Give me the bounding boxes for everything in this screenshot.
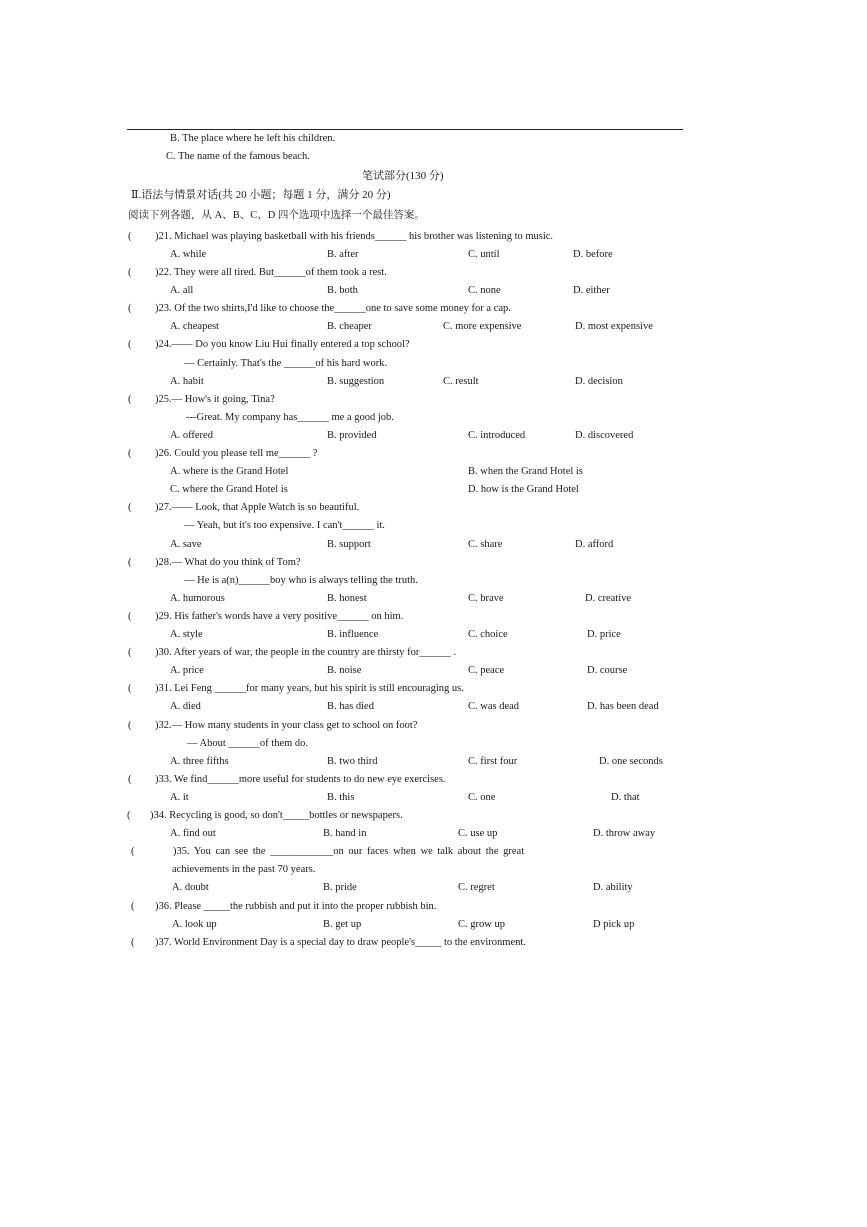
dialogue-reply: ---Great. My company has______ me a good job. bbox=[186, 412, 394, 423]
option-c: C. one bbox=[468, 792, 496, 803]
question-stem: )37. World Environment Day is a special day to draw people's_____ to the environment. bbox=[155, 937, 526, 948]
option-a: A. cheapest bbox=[170, 321, 219, 332]
answer-paren: ( bbox=[128, 683, 132, 694]
option-c: C. choice bbox=[468, 629, 508, 640]
option-d: D. one seconds bbox=[599, 756, 663, 767]
option-c: C. grow up bbox=[458, 919, 505, 930]
answer-paren: ( bbox=[128, 339, 132, 350]
prev-option-c: C. The name of the famous beach. bbox=[166, 151, 310, 162]
answer-paren: ( bbox=[128, 774, 132, 785]
option-b: B. this bbox=[327, 792, 355, 803]
option-d: D. price bbox=[587, 629, 621, 640]
option-b: B. pride bbox=[323, 882, 357, 893]
option-d: D. decision bbox=[575, 376, 623, 387]
option-a: A. died bbox=[170, 701, 201, 712]
option-b: B. hand in bbox=[323, 828, 367, 839]
answer-paren: ( bbox=[128, 720, 132, 731]
answer-paren: ( bbox=[131, 937, 135, 948]
answer-paren: ( bbox=[128, 448, 132, 459]
option-a: A. where is the Grand Hotel bbox=[170, 466, 289, 477]
header-rule bbox=[127, 129, 683, 130]
option-b: B. has died bbox=[327, 701, 374, 712]
question-stem: )34. Recycling is good, so don't_____bottles or newspapers. bbox=[150, 810, 403, 821]
question-stem: )30. After years of war, the people in the country are thirsty for______ . bbox=[155, 647, 457, 658]
option-d: D. before bbox=[573, 249, 613, 260]
option-c: C. more expensive bbox=[443, 321, 522, 332]
option-c: C. share bbox=[468, 539, 503, 550]
option-a: A. three fifths bbox=[170, 756, 229, 767]
dialogue-reply: — Certainly. That's the ______of his hard work. bbox=[184, 358, 388, 369]
option-a: A. all bbox=[170, 285, 194, 296]
option-b: B. noise bbox=[327, 665, 362, 676]
option-d: D. discovered bbox=[575, 430, 634, 441]
option-b: B. honest bbox=[327, 593, 367, 604]
question-stem: )28.— What do you think of Tom? bbox=[155, 557, 301, 568]
answer-paren: ( bbox=[128, 611, 132, 622]
option-a: A. it bbox=[170, 792, 189, 803]
answer-paren: ( bbox=[131, 846, 135, 857]
question-stem: )32.— How many students in your class get to school on foot? bbox=[155, 720, 418, 731]
option-c: C. introduced bbox=[468, 430, 526, 441]
option-d: D. creative bbox=[585, 593, 632, 604]
answer-paren: ( bbox=[128, 303, 132, 314]
question-stem: )29. His father's words have a very positive______ on him. bbox=[155, 611, 404, 622]
option-d: D. afford bbox=[575, 539, 614, 550]
option-d: D. how is the Grand Hotel bbox=[468, 484, 579, 495]
option-a: A. find out bbox=[170, 828, 216, 839]
option-a: A. look up bbox=[172, 919, 217, 930]
answer-paren: ( bbox=[128, 557, 132, 568]
option-d: D. that bbox=[611, 792, 640, 803]
option-a: A. price bbox=[170, 665, 204, 676]
dialogue-reply: — He is a(n)______boy who is always telling the truth. bbox=[184, 575, 418, 586]
option-d: D pick up bbox=[593, 919, 635, 930]
question-stem: )36. Please _____the rubbish and put it into the proper rubbish bin. bbox=[155, 901, 437, 912]
option-c: C. first four bbox=[468, 756, 518, 767]
option-c: C. use up bbox=[458, 828, 498, 839]
option-c: C. result bbox=[443, 376, 479, 387]
option-b: B. support bbox=[327, 539, 371, 550]
question-stem: )26. Could you please tell me______ ? bbox=[155, 448, 318, 459]
option-b: B. after bbox=[327, 249, 359, 260]
part-heading: Ⅱ.语法与情景对话(共 20 小题；每题 1 分，满分 20 分) bbox=[131, 189, 391, 201]
option-a: A. while bbox=[170, 249, 207, 260]
option-d: D. ability bbox=[593, 882, 633, 893]
dialogue-reply: — About ______of them do. bbox=[187, 738, 309, 749]
option-c: C. regret bbox=[458, 882, 495, 893]
option-c: C. peace bbox=[468, 665, 505, 676]
option-b: B. suggestion bbox=[327, 376, 385, 387]
option-b: B. provided bbox=[327, 430, 377, 441]
option-b: B. when the Grand Hotel is bbox=[468, 466, 583, 477]
question-stem: )21. Michael was playing basketball with his friends______ his brother was listening to music. bbox=[155, 231, 554, 242]
option-d: D. most expensive bbox=[575, 321, 653, 332]
question-stem: )25.— How's it going, Tina? bbox=[155, 394, 275, 405]
option-d: D. either bbox=[573, 285, 610, 296]
question-stem: )31. Lei Feng ______for many years, but his spirit is still encouraging us. bbox=[155, 683, 464, 694]
dialogue-reply: — Yeah, but it's too expensive. I can't______ it. bbox=[184, 520, 385, 531]
question-stem: )33. We find______more useful for students to do new eye exercises. bbox=[155, 774, 446, 785]
section-title: 笔试部分(130 分) bbox=[362, 170, 444, 182]
option-a: A. style bbox=[170, 629, 203, 640]
answer-paren: ( bbox=[128, 267, 132, 278]
option-b: B. both bbox=[327, 285, 358, 296]
option-b: B. two third bbox=[327, 756, 378, 767]
question-stem: )23. Of the two shirts,I'd like to choose the______one to save some money for a cap. bbox=[155, 303, 511, 314]
option-c: C. where the Grand Hotel is bbox=[170, 484, 288, 495]
option-a: A. doubt bbox=[172, 882, 209, 893]
question-stem: )24.—— Do you know Liu Hui finally entered a top school? bbox=[155, 339, 410, 350]
option-a: A. offered bbox=[170, 430, 213, 441]
answer-paren: ( bbox=[128, 231, 132, 242]
question-stem-continued: achievements in the past 70 years. bbox=[172, 864, 316, 875]
answer-paren: ( bbox=[128, 394, 132, 405]
answer-paren: ( bbox=[128, 647, 132, 658]
option-c: C. none bbox=[468, 285, 501, 296]
option-a: A. humorous bbox=[170, 593, 225, 604]
option-a: A. habit bbox=[170, 376, 204, 387]
answer-paren: ( bbox=[131, 901, 135, 912]
option-b: B. cheaper bbox=[327, 321, 372, 332]
option-d: D. has been dead bbox=[587, 701, 659, 712]
option-a: A. save bbox=[170, 539, 202, 550]
option-b: B. influence bbox=[327, 629, 379, 640]
question-stem: )35. You can see the ____________on our faces when we talk about the great bbox=[173, 846, 525, 857]
option-c: C. brave bbox=[468, 593, 504, 604]
question-stem: )27.—— Look, that Apple Watch is so beautiful. bbox=[155, 502, 360, 513]
answer-paren: ( bbox=[128, 502, 132, 513]
option-c: C. was dead bbox=[468, 701, 520, 712]
answer-paren: ( bbox=[127, 810, 131, 821]
option-b: B. get up bbox=[323, 919, 362, 930]
option-c: C. until bbox=[468, 249, 500, 260]
instructions: 阅读下列各题，从 A、B、C、D 四个选项中选择一个最佳答案。 bbox=[128, 210, 425, 221]
question-stem: )22. They were all tired. But______of them took a rest. bbox=[155, 267, 387, 278]
option-d: D. course bbox=[587, 665, 628, 676]
option-d: D. throw away bbox=[593, 828, 656, 839]
prev-option-b: B. The place where he left his children. bbox=[170, 133, 336, 144]
